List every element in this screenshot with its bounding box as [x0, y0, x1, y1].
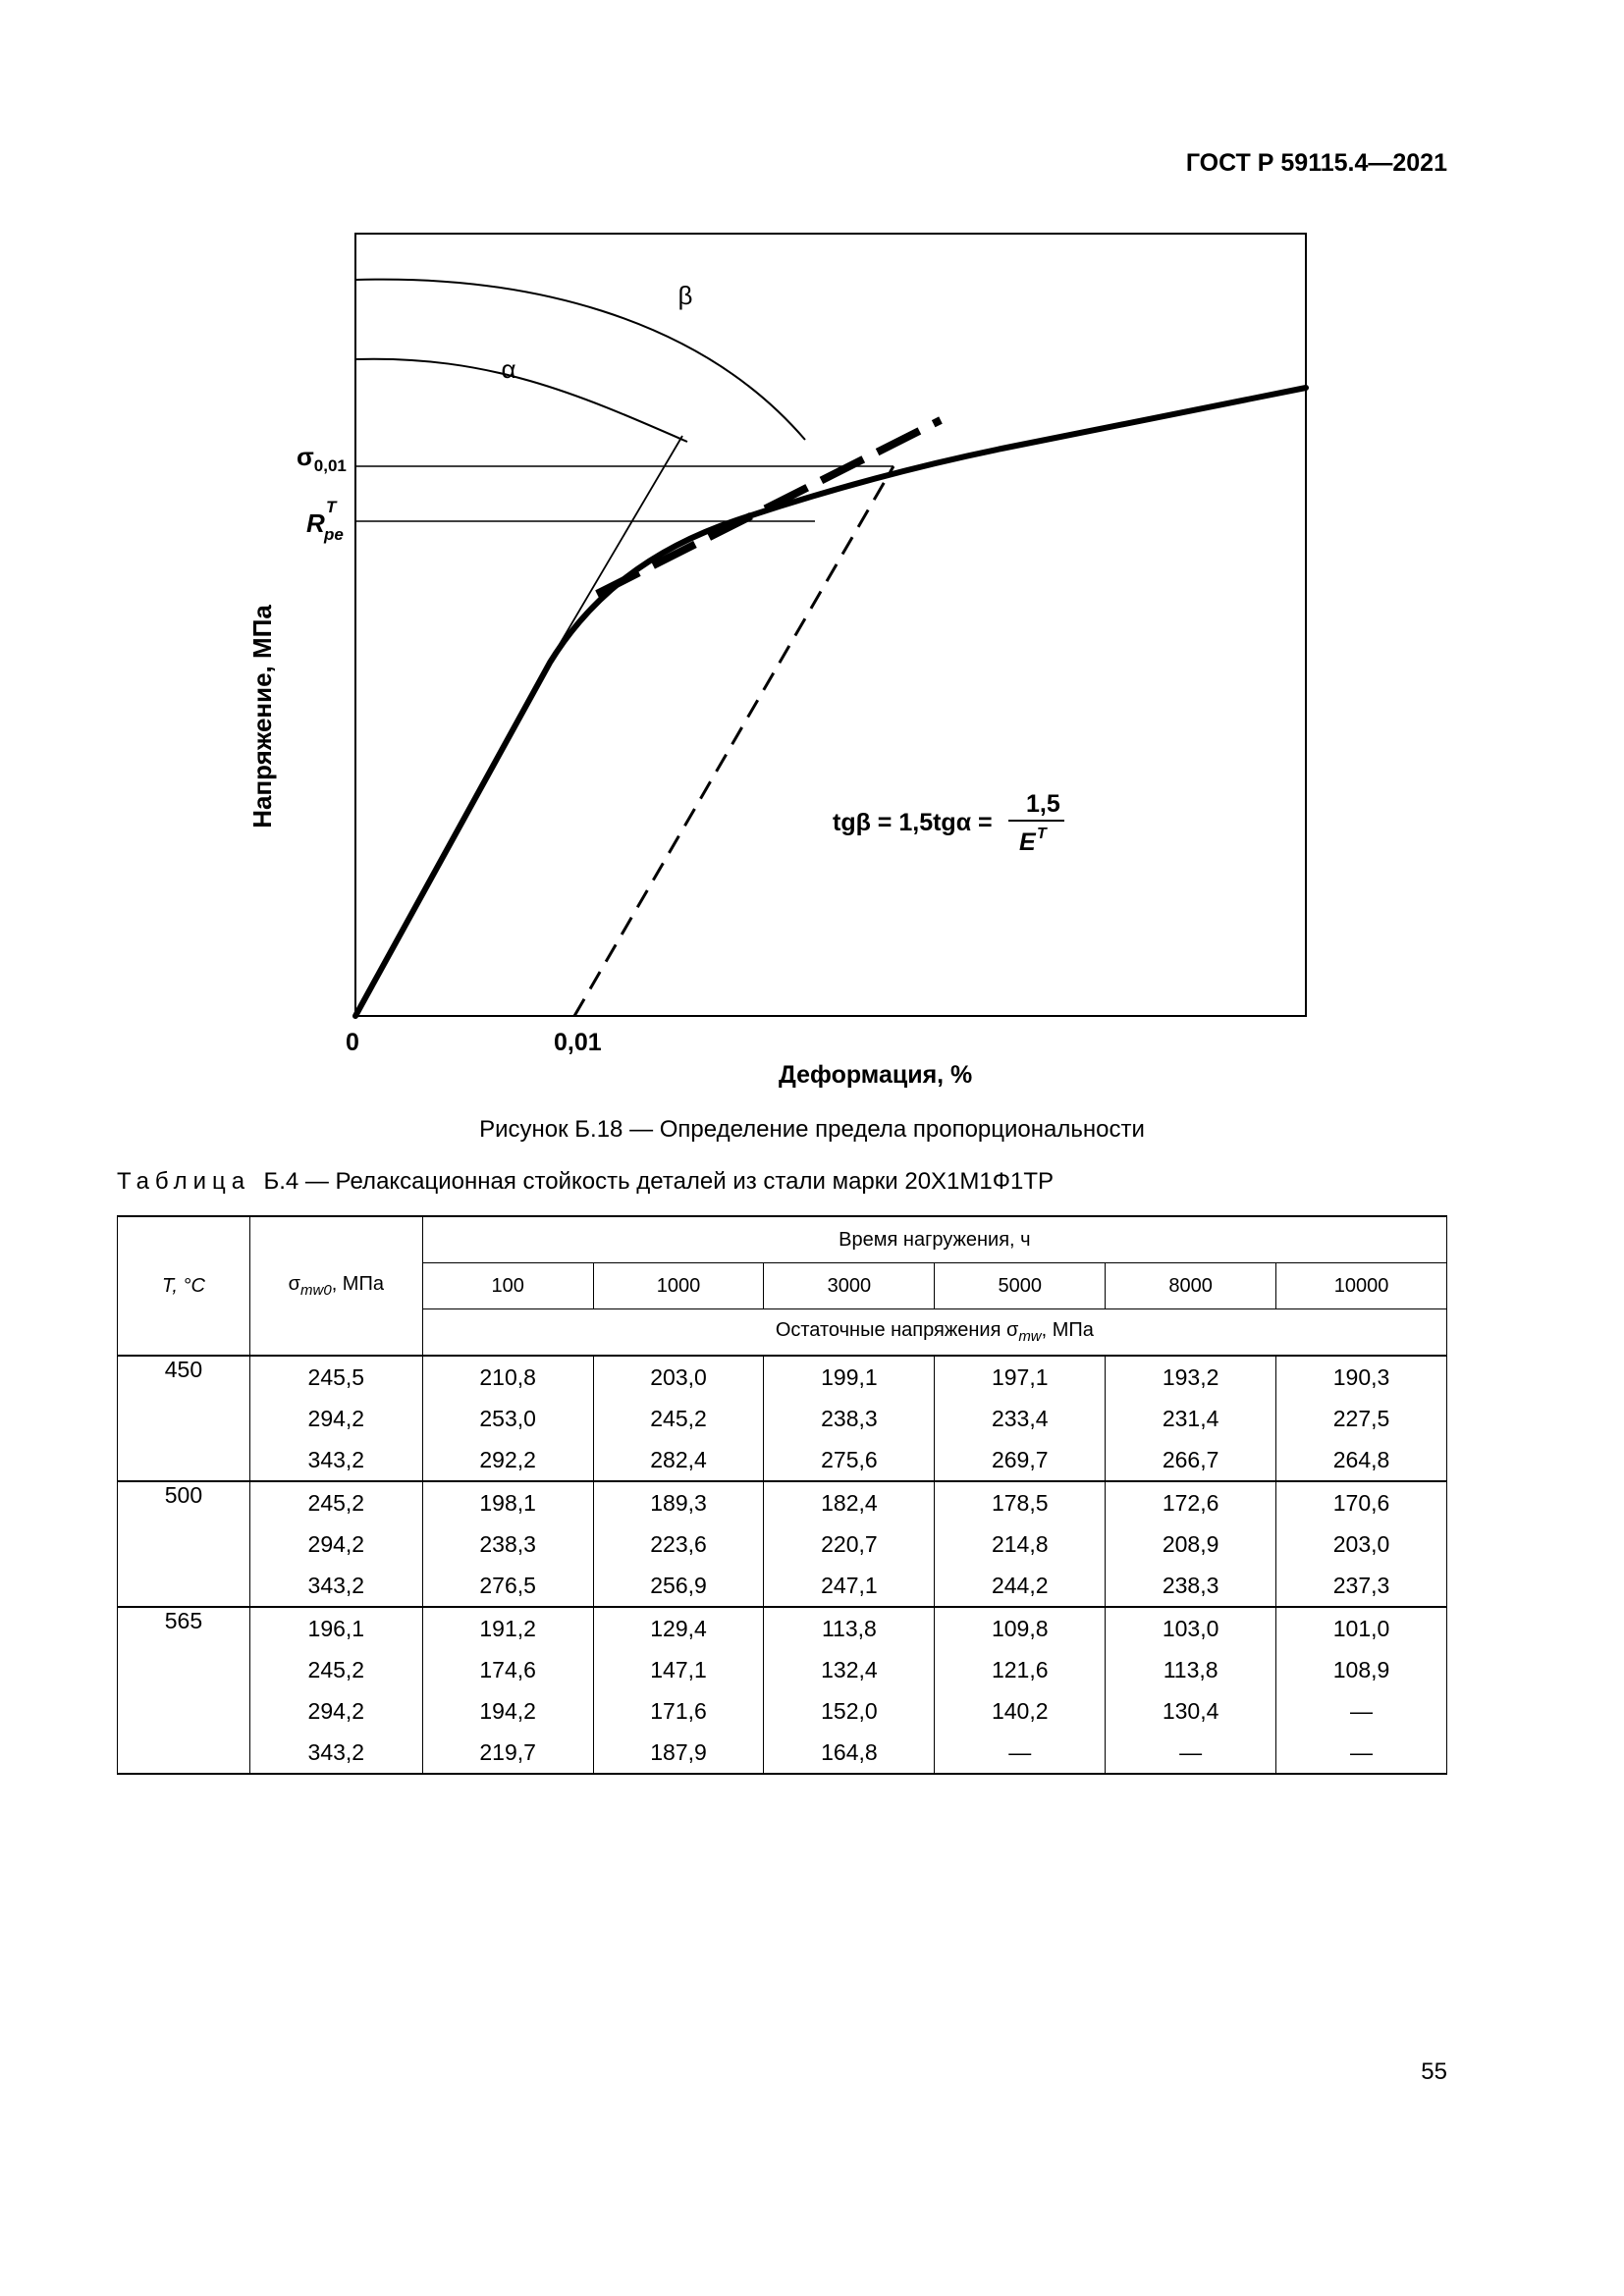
value-cell: 203,0: [593, 1356, 764, 1398]
value-cell: 178,5: [935, 1481, 1106, 1523]
value-cell: 275,6: [764, 1439, 935, 1481]
sigma0-cell: 294,2: [249, 1690, 422, 1732]
value-cell: 238,3: [1106, 1565, 1276, 1607]
value-cell: 208,9: [1106, 1523, 1276, 1565]
table-row: [118, 1732, 1447, 1774]
value-cell: 233,4: [935, 1398, 1106, 1439]
formula-numerator: 1,5: [1026, 790, 1060, 818]
r-sup: T: [326, 498, 337, 516]
value-cell: 210,8: [422, 1356, 593, 1398]
value-cell: 130,4: [1106, 1690, 1276, 1732]
table-row: [118, 1649, 1447, 1690]
formula-denominator-sup: T: [1037, 826, 1047, 842]
value-cell: 237,3: [1276, 1565, 1447, 1607]
value-cell: 121,6: [935, 1649, 1106, 1690]
value-cell: —: [1276, 1690, 1447, 1732]
beta-label: β: [677, 281, 693, 310]
sigma0-cell: 343,2: [249, 1439, 422, 1481]
temp-cell: [118, 1398, 250, 1439]
value-cell: 203,0: [1276, 1523, 1447, 1565]
sigma0-cell: 294,2: [249, 1523, 422, 1565]
sigma0-cell: 245,2: [249, 1649, 422, 1690]
value-cell: 170,6: [1276, 1481, 1447, 1523]
value-cell: 191,2: [422, 1607, 593, 1649]
value-cell: —: [1276, 1732, 1447, 1774]
r-mark: R: [306, 508, 325, 538]
value-cell: 189,3: [593, 1481, 764, 1523]
value-cell: 227,5: [1276, 1398, 1447, 1439]
temp-cell: [118, 1523, 250, 1565]
sigma0-cell: 343,2: [249, 1565, 422, 1607]
x-tick-offset: 0,01: [554, 1029, 602, 1056]
value-cell: 197,1: [935, 1356, 1106, 1398]
x-tick-zero: 0: [346, 1029, 359, 1056]
value-cell: 108,9: [1276, 1649, 1447, 1690]
table-row: [118, 1690, 1447, 1732]
value-cell: 113,8: [1106, 1649, 1276, 1690]
time-col-header: 100: [422, 1263, 593, 1309]
value-cell: 193,2: [1106, 1356, 1276, 1398]
temp-cell: [118, 1565, 250, 1607]
value-cell: 244,2: [935, 1565, 1106, 1607]
value-cell: 245,2: [593, 1398, 764, 1439]
relaxation-table: [117, 1215, 1447, 1775]
temp-cell: [118, 1649, 250, 1690]
value-cell: 194,2: [422, 1690, 593, 1732]
table-row: [118, 1565, 1447, 1607]
temp-cell: [118, 1690, 250, 1732]
beta-arc: [355, 280, 805, 440]
alpha-label: α: [501, 354, 516, 384]
temp-cell: 450: [118, 1356, 250, 1398]
time-col-header: 5000: [935, 1263, 1106, 1309]
formula-denominator: E: [1019, 828, 1036, 856]
value-cell: 132,4: [764, 1649, 935, 1690]
secant-dashed-line: [597, 206, 941, 594]
value-cell: 147,1: [593, 1649, 764, 1690]
table-row: [118, 1398, 1447, 1439]
stress-strain-figure: [226, 206, 1355, 1109]
value-cell: 152,0: [764, 1690, 935, 1732]
value-cell: 190,3: [1276, 1356, 1447, 1398]
value-cell: 182,4: [764, 1481, 935, 1523]
x-axis-label: Деформация, %: [779, 1061, 973, 1089]
value-cell: 282,4: [593, 1439, 764, 1481]
alpha-arc: [355, 359, 687, 442]
plot-frame: [355, 234, 1306, 1016]
value-cell: 101,0: [1276, 1607, 1447, 1649]
stress-strain-curve: [355, 388, 1306, 1016]
value-cell: 219,7: [422, 1732, 593, 1774]
temp-cell: 565: [118, 1607, 250, 1649]
table-caption-prefix: Таблица: [117, 1168, 251, 1195]
time-col-header: 8000: [1106, 1263, 1276, 1309]
value-cell: 172,6: [1106, 1481, 1276, 1523]
table-caption-text: Б.4 — Релаксационная стойкость деталей из стали марки 20Х1М1Ф1ТР: [263, 1168, 1055, 1195]
sigma0-cell: 245,5: [249, 1356, 422, 1398]
value-cell: 103,0: [1106, 1607, 1276, 1649]
value-cell: —: [935, 1732, 1106, 1774]
value-cell: 264,8: [1276, 1439, 1447, 1481]
temp-cell: [118, 1732, 250, 1774]
value-cell: 253,0: [422, 1398, 593, 1439]
page-number: 55: [1421, 2058, 1447, 2085]
value-cell: 223,6: [593, 1523, 764, 1565]
value-cell: 292,2: [422, 1439, 593, 1481]
table-row: [118, 1356, 1447, 1398]
value-cell: 171,6: [593, 1690, 764, 1732]
value-cell: 238,3: [764, 1398, 935, 1439]
value-cell: 109,8: [935, 1607, 1106, 1649]
value-cell: 247,1: [764, 1565, 935, 1607]
sigma0-cell: 196,1: [249, 1607, 422, 1649]
value-cell: 140,2: [935, 1690, 1106, 1732]
figure-caption: Рисунок Б.18 — Определение предела пропорциональности: [479, 1116, 1145, 1143]
value-cell: —: [1106, 1732, 1276, 1774]
value-cell: 174,6: [422, 1649, 593, 1690]
standard-id: ГОСТ Р 59115.4—2021: [1185, 149, 1447, 177]
time-col-header: 10000: [1276, 1263, 1447, 1309]
value-cell: 266,7: [1106, 1439, 1276, 1481]
table-row: [118, 1523, 1447, 1565]
table-row: [118, 1481, 1447, 1523]
temp-cell: 500: [118, 1481, 250, 1523]
table-row: [118, 1607, 1447, 1649]
col-sigma-header: $\sigma_{mw0}$, МПа: [249, 1216, 422, 1356]
value-cell: 198,1: [422, 1481, 593, 1523]
secant-dashed: [597, 420, 941, 594]
residual-header: Остаточные напряжения $\sigma_{mw}$, МПа: [422, 1309, 1446, 1357]
y-axis-label: Напряжение, МПа: [247, 605, 277, 828]
sigma-mark: $\sigma_{0,01}$: [297, 442, 347, 475]
sigma0-cell: 343,2: [249, 1732, 422, 1774]
sigma0-cell: 245,2: [249, 1481, 422, 1523]
value-cell: 276,5: [422, 1565, 593, 1607]
value-cell: 220,7: [764, 1523, 935, 1565]
table-row: [118, 1439, 1447, 1481]
value-cell: 269,7: [935, 1439, 1106, 1481]
col-temp-header: T, °C: [118, 1216, 250, 1356]
value-cell: 164,8: [764, 1732, 935, 1774]
value-cell: 113,8: [764, 1607, 935, 1649]
header-row-1: [118, 1216, 1447, 1263]
value-cell: 256,9: [593, 1565, 764, 1607]
r-sub: pe: [324, 525, 344, 544]
formula-left: tgβ = 1,5tgα =: [833, 809, 993, 836]
time-col-header: 3000: [764, 1263, 935, 1309]
sigma0-cell: 294,2: [249, 1398, 422, 1439]
table-caption: [117, 1168, 1054, 1196]
value-cell: 214,8: [935, 1523, 1106, 1565]
value-cell: 187,9: [593, 1732, 764, 1774]
value-cell: 238,3: [422, 1523, 593, 1565]
value-cell: 199,1: [764, 1356, 935, 1398]
value-cell: 129,4: [593, 1607, 764, 1649]
time-col-header: 1000: [593, 1263, 764, 1309]
temp-cell: [118, 1439, 250, 1481]
offset-dashed-line: [574, 466, 893, 1016]
time-header: Время нагружения, ч: [422, 1216, 1446, 1263]
value-cell: 231,4: [1106, 1398, 1276, 1439]
